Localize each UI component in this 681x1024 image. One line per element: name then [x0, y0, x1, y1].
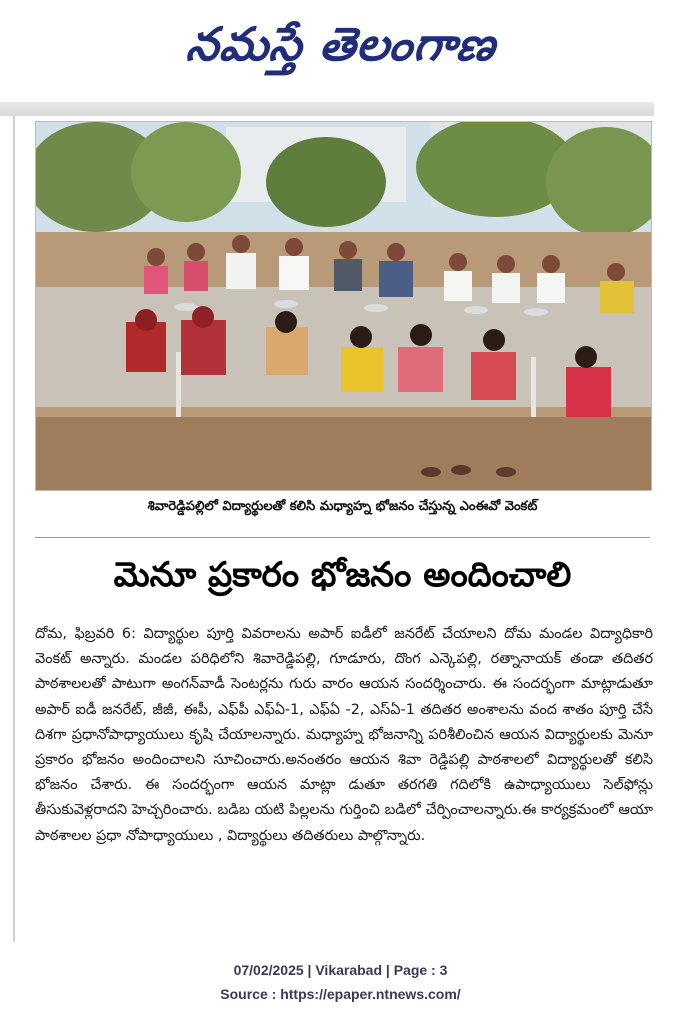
article-headline: మెనూ ప్రకారం భోజనం అందించాలి	[113, 555, 572, 595]
footer-date-line: 07/02/2025 | Vikarabad | Page : 3	[233, 962, 448, 978]
photo-caption: శివారెడ్డిపల్లిలో విద్యార్థులతో కలిసి మధ్యాహ్న భోజనం చేస్తున్న ఎంఈవో వెంకట్	[147, 499, 538, 514]
header-rule	[0, 102, 654, 116]
article-body: దోమ, ఫిబ్రవరి 6: విద్యార్థుల పూర్తి వివరాలను అపార్ ఐడీలో జనరేట్ చేయాలని దోమ మండల విద్యాధికారి వెంకట్ అన్నారు. మండల పరిధిలోని శివారెడ్డిపల్లి, గూడూరు, దొంగ ఎన్కెపల్లి, రత్నానాయక్ తండా తదితర పాఠశాలలతో పాటుగా అంగన్‌వాడీ సెంటర్లను గురు వారం ఆయన సందర్శించారు. ఈ సందర్భంగా మాట్లాడుతూ అపార్ ఐడీ జనరేట్, జీజీ, ఈపీ, ఎఫ్‌పీ ఎఫ్ఏ-1, ఎఫ్ఏ -2, ఎస్ఏ-1 తదితర అంశాలను వంద శాతం పూర్తి చేసే దిశగా ప్రధానోపాధ్యాయులు కృషి చేయాలన్నారు. మధ్యాహ్న భోజనాన్ని పరిశీలించిన ఆయన విద్యార్థులకు మెనూ ప్రకారం భోజనం అందించాలని సూచించారు.అనంతరం ఆయన శివా రెడ్డిపల్లి పాఠశాలలో విద్యార్థులతో కలిసి భోజనం చేశారు. ఈ సందర్భంగా ఆయన మాట్లా డుతూ తరగతి గదిలోకి ఉపాధ్యాయులు సెల్‌ఫోన్లు తీసుకువెళ్లరాదని హెచ్చరించారు. బడిబ యటి పిల్లలను గుర్తించి బడిలో చేర్పించాలన్నారు.ఈ కార్యక్రమంలో ఆయా పాఠశాలల ప్రధా నోపాధ్యాయులు , విద్యార్థులు తదితరులు పాల్గొన్నారు.	[35, 626, 653, 844]
column-border	[13, 116, 15, 942]
footer-source-line[interactable]: Source : https://epaper.ntnews.com/	[220, 986, 461, 1002]
newspaper-logo: నమస్తే తెలంగాణ	[183, 17, 499, 71]
masthead	[0, 0, 681, 100]
news-photo	[35, 121, 652, 491]
caption-divider	[35, 537, 650, 538]
